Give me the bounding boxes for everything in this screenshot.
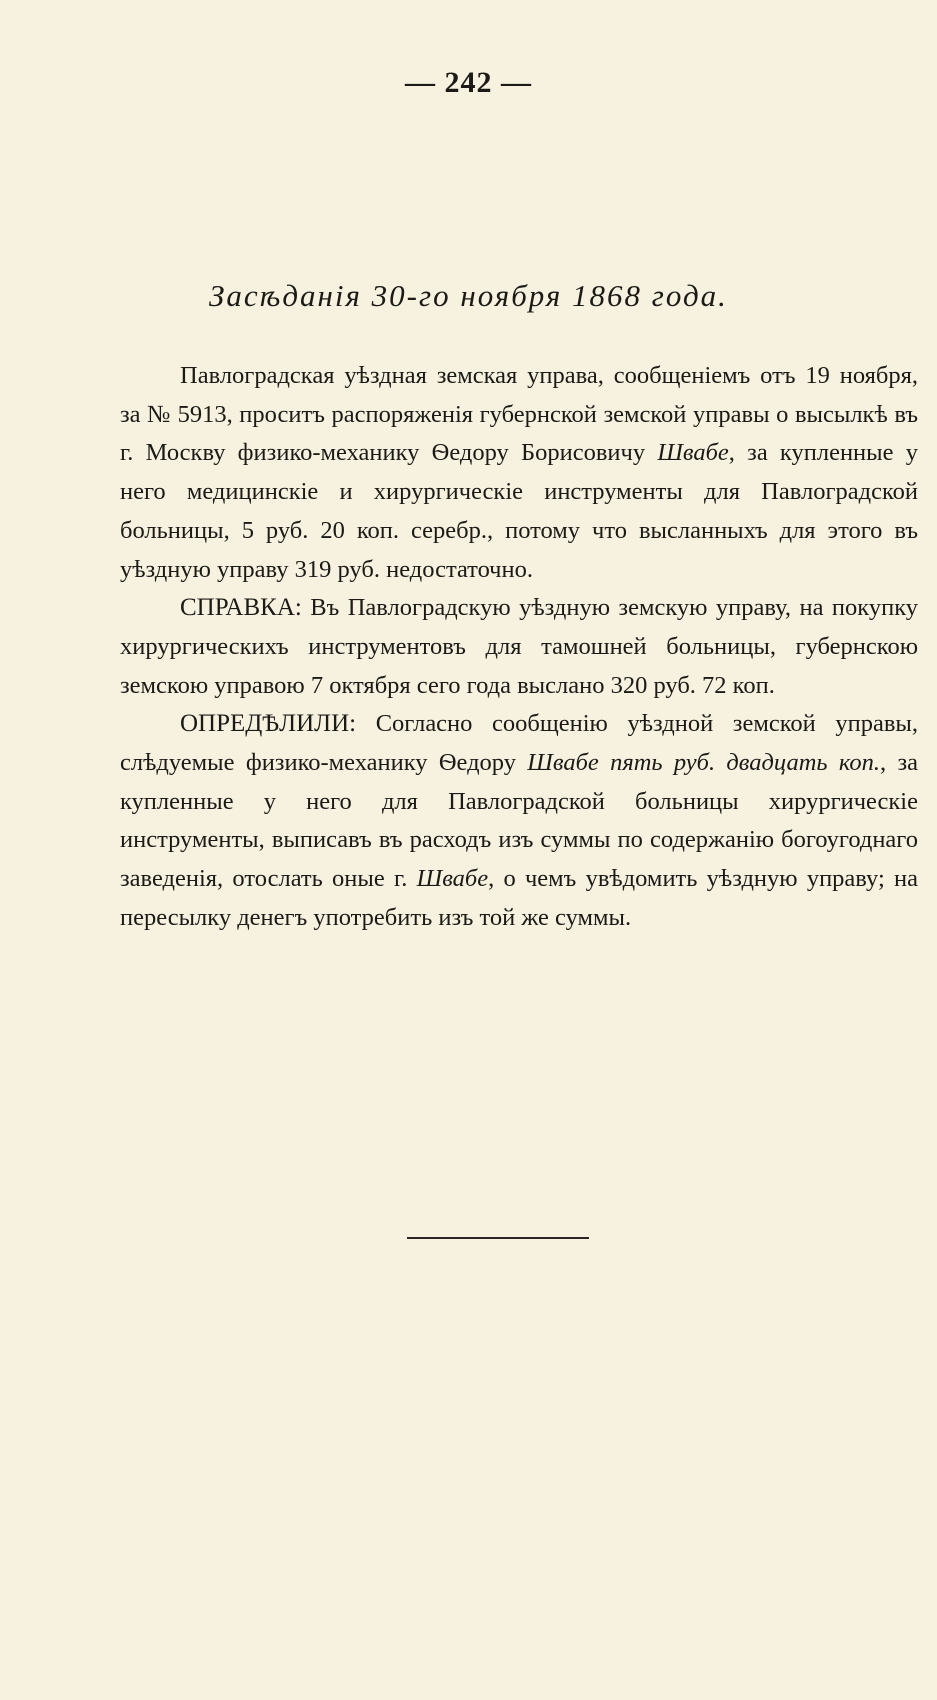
paragraph-request-text: Павлоградская уѣздная земская управа, сообщеніемъ отъ 19 ноября, за № 5913, проситъ распоряженія губернской земской управы о высылкѣ въ г. Москву физико-механику Ѳедору Борисовичу [120, 362, 918, 467]
reference-text: Въ Павлоградскую уѣздную земскую управу, на покупку хирургическихъ инструментовъ для тамошней больницы, губернскою земскою управою 7 октября сего года выслано 320 руб. 72 коп. [120, 594, 918, 699]
resolution-text-a: Согласно сообщенію уѣздной земской управы, слѣдуемые физико-механику Ѳедору [120, 710, 918, 777]
body-text [120, 357, 918, 938]
resolution-text-c: , о чемъ увѣдомить уѣздную управу; на пересылку денегъ употребить изъ той же суммы. [120, 865, 918, 931]
paragraph-resolution [120, 705, 918, 937]
paragraph-request [120, 357, 918, 589]
reference-label: СПРАВКА: [180, 594, 302, 622]
section-divider [407, 1237, 589, 1239]
resolution-label: ОПРЕДѢЛИЛИ: [180, 710, 357, 738]
paragraph-request-end: , за купленные у него медицинскіе и хирургическіе инструменты для Павлоградской больницы, 5 руб. 20 коп. серебр., потому что высланныхъ для этого въ уѣздную управу 319 руб. недостаточно. [120, 439, 918, 583]
name-shvabe: Швабе [657, 439, 729, 467]
page-number: — 242 — [405, 66, 532, 99]
paragraph-reference [120, 589, 918, 705]
resolution-text-b: , за купленные у него для Павлоградской больницы хирургическіе инструменты, выписавъ въ расходъ изъ суммы по содержанію богоугоднаго заведенія, отослать оные г. [120, 749, 918, 893]
section-title: Засѣданія 30-го ноября 1868 года. [209, 278, 728, 313]
resolution-name: Швабе [416, 865, 489, 893]
resolution-amount: Швабе пять руб. двадцать коп. [527, 749, 881, 777]
